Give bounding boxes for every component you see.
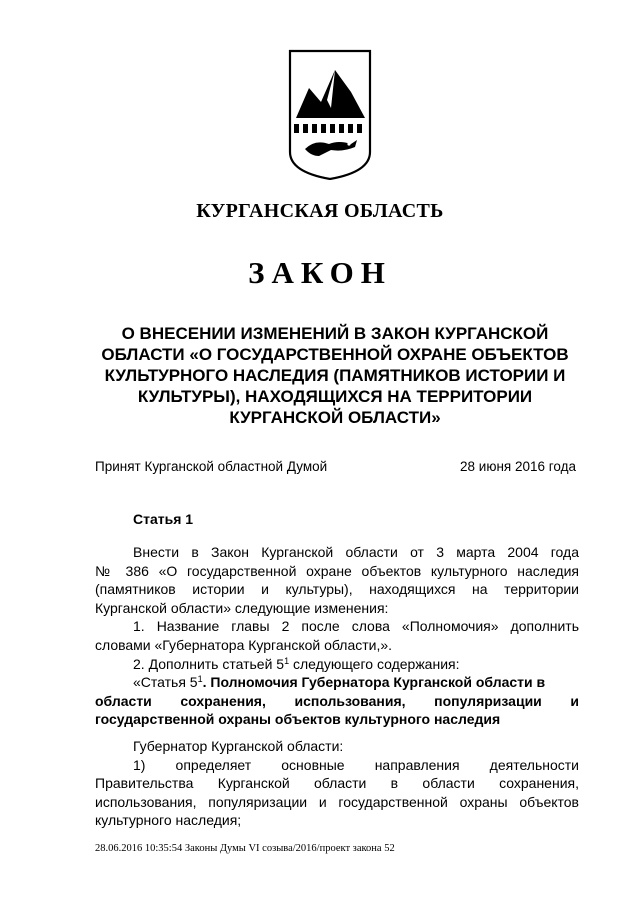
superscript: 1: [197, 674, 203, 685]
subitem-line: 1) определяет основные направления деятельности: [133, 756, 579, 773]
governor-intro: Губернатор Курганской области:: [133, 738, 344, 754]
new-article-title-line: государственной охраны объектов культурного наследия: [95, 711, 501, 728]
article-body: [95, 543, 579, 729]
adoption-date: 28 июня 2016 года: [460, 459, 576, 474]
law-title-line: О ВНЕСЕНИИ ИЗМЕНЕНИЙ В ЗАКОН КУРГАНСКОЙ: [121, 324, 549, 343]
region-name: КУРГАНСКАЯ ОБЛАСТЬ: [196, 200, 444, 222]
subitem-line: Правительства Курганской области в области сохранения,: [95, 775, 579, 792]
item-2-line: [95, 655, 579, 674]
new-article-prefix: «Статья 5: [133, 674, 198, 691]
new-article-heading-line: [95, 673, 579, 692]
paragraph-line: Внести в Закон Курганской области от 3 марта 2004 года: [133, 544, 579, 560]
subitem-line: использования, популяризации и государственной охраны объектов: [95, 793, 579, 810]
law-title-line: КУЛЬТУРЫ), НАХОДЯЩИХСЯ НА ТЕРРИТОРИИ: [137, 387, 533, 406]
subitem-line: культурного наследия;: [95, 812, 242, 829]
new-article-dot: .: [202, 674, 211, 691]
new-article-title: Полномочия Губернатора Курганской области в: [210, 674, 546, 691]
item-2-text: следующего содержания:: [289, 655, 460, 672]
paragraph-line: Курганской области» следующие изменения:: [95, 599, 389, 616]
law-title-line: КУЛЬТУРНОГО НАСЛЕДИЯ (ПАМЯТНИКОВ ИСТОРИИ И: [104, 366, 566, 385]
adopted-by: Принят Курганской областной Думой: [95, 459, 328, 474]
paragraph-line: (памятников истории и культуры), находящихся на территории: [95, 581, 579, 598]
item-1-line: словами «Губернатора Курганской области,».: [95, 636, 393, 653]
item-1-line: 1. Название главы 2 после слова «Полномочия» дополнить: [133, 618, 579, 635]
document-footer: 28.06.2016 10:35:54 Законы Думы VI созыва/2016/проект закона 52: [95, 843, 395, 854]
law-title-line: ОБЛАСТИ «О ГОСУДАРСТВЕННОЙ ОХРАНЕ ОБЪЕКТОВ: [101, 345, 569, 364]
superscript: 1: [284, 655, 290, 666]
law-title: [95, 323, 575, 428]
document-type-heading: ЗАКОН: [248, 255, 392, 290]
paragraph-line: № 386 «О государственной охране объектов культурного наследия: [95, 562, 579, 579]
governor-section: [95, 737, 579, 830]
item-2-text: 2. Дополнить статьей 5: [133, 655, 285, 672]
coat-of-arms-icon: [287, 48, 373, 180]
law-title-line: КУРГАНСКОЙ ОБЛАСТИ»: [229, 408, 441, 427]
new-article-title-line: области сохранения, использования, популяризации и: [95, 692, 579, 709]
article-heading: Статья 1: [133, 511, 194, 527]
